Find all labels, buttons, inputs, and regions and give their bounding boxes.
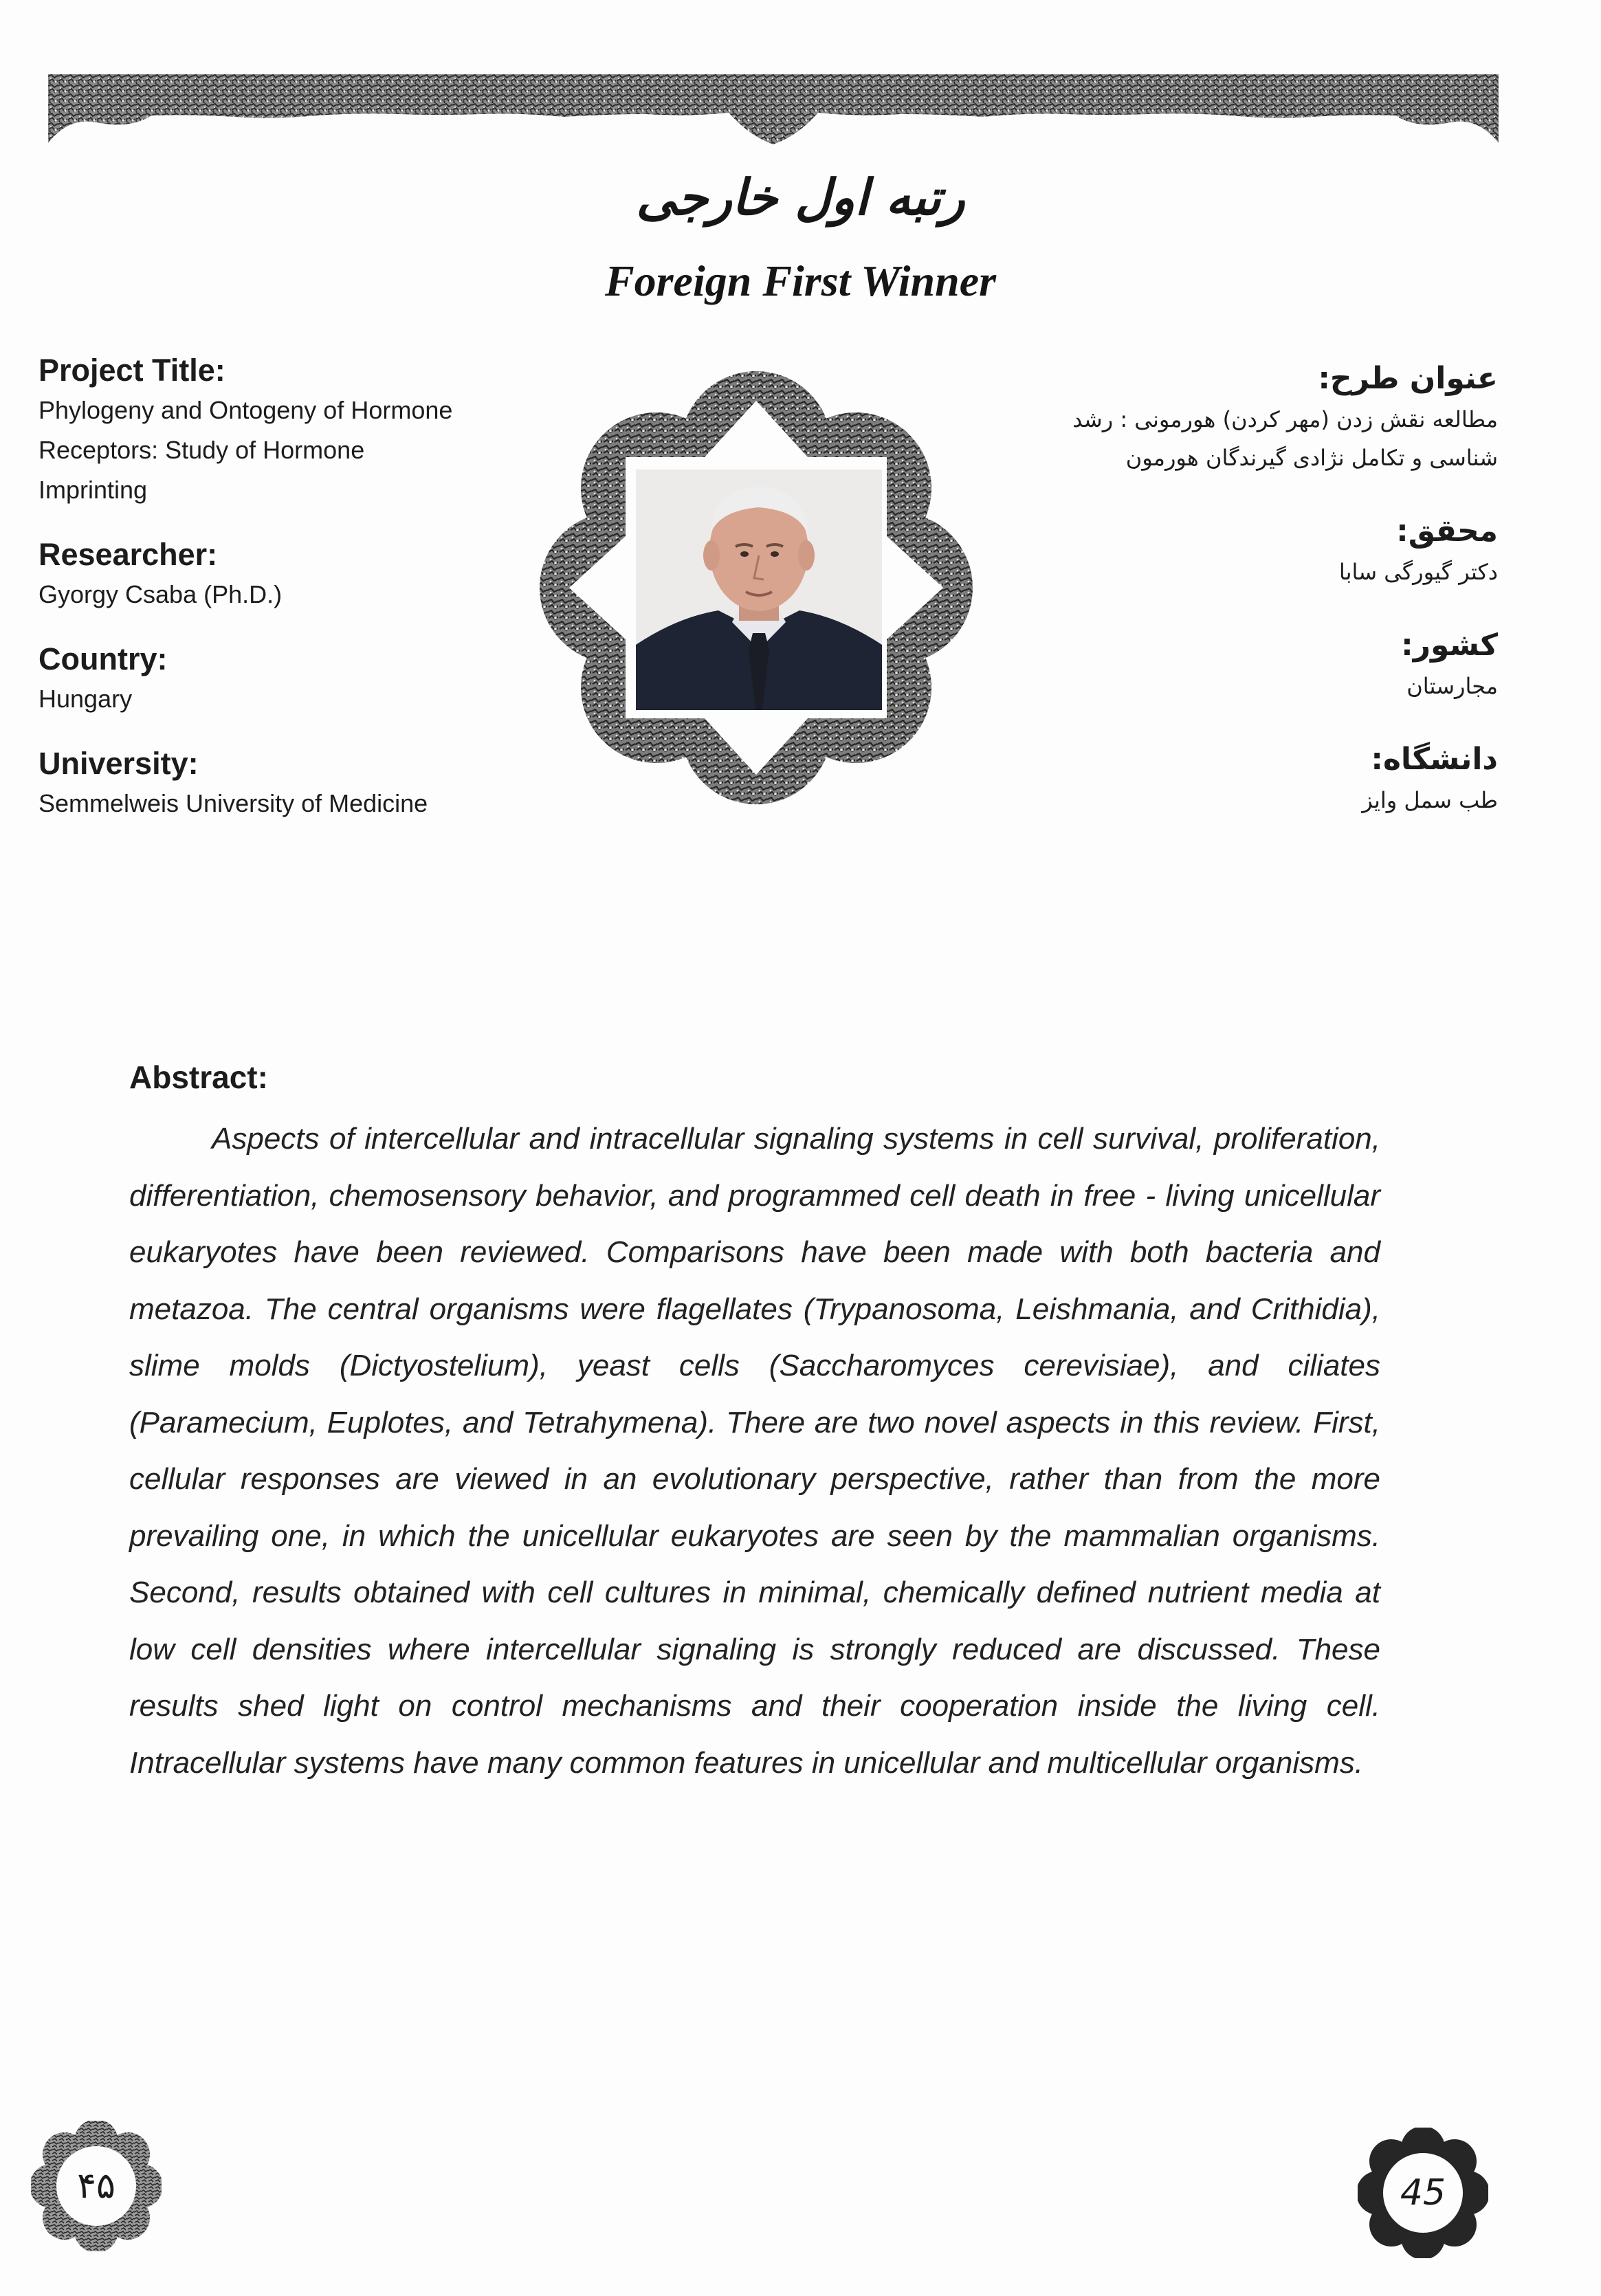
page-title-english: Foreign First Winner xyxy=(604,256,997,305)
abstract-label: Abstract: xyxy=(129,1059,268,1095)
country-block xyxy=(38,639,533,719)
project-title-line: Imprinting xyxy=(38,476,148,504)
abstract-section xyxy=(129,1059,1380,1791)
project-title-line: Receptors: Study of Hormone xyxy=(38,436,365,464)
country-label: Country: xyxy=(38,641,168,676)
researcher-block xyxy=(38,535,533,615)
project-title-block xyxy=(38,351,533,510)
winner-details-persian xyxy=(1003,357,1498,852)
country-block-fa xyxy=(1003,624,1498,705)
winner-details-english xyxy=(38,351,533,848)
university-label-fa: دانشگاه: xyxy=(1371,742,1498,777)
country-label-fa: کشور: xyxy=(1401,628,1498,663)
researcher-label-fa: محقق: xyxy=(1396,514,1498,549)
researcher-label: Researcher: xyxy=(38,537,218,572)
page-number-english-badge xyxy=(1358,2128,1488,2258)
portrait-image xyxy=(636,470,882,710)
abstract-text: Aspects of intercellular and intracellular signaling systems in cell survival, proliferation, differentiation, chemosensory behavior, and programmed cell death in free - living unicellular eukaryotes have been reviewed. Comparisons have been made with both bacteria and metazoa. The central organisms were flagellates (Trypanosoma, Leishmania, and Crithidia), slime molds (Dictyostelium), yeast cells (Saccharomyces cerevisiae), and ciliates (Paramecium, Euplotes, and Tetrahymena). There are two novel aspects in this review. First, cellular responses are viewed in an evolutionary perspective, rather than from the more prevailing one, in which the unicellular eukaryotes are seen by the mammalian organisms. Second, results obtained with cell cultures in minimal, chemically defined nutrient media at low cell densities where intercellular signaling is strongly reduced are discussed. These results shed light on control mechanisms and their cooperation inside the living cell. Intracellular systems have many common features in unicellular and multicellular organisms. xyxy=(129,1122,1380,1780)
page-number-english: 45 xyxy=(1400,2172,1446,2214)
decorative-banner xyxy=(48,74,1499,146)
university-block-fa xyxy=(1003,738,1498,819)
country-value: Hungary xyxy=(38,685,133,713)
researcher-name: Gyorgy Csaba (Ph.D.) xyxy=(38,580,283,608)
project-title-line-fa: شناسی و تکامل نژادی گیرندگان هورمون xyxy=(1125,445,1498,471)
university-block xyxy=(38,744,533,824)
page-number-persian-badge xyxy=(31,2121,162,2251)
page-title-persian: رتبه اول خارجی xyxy=(636,168,965,226)
researcher-name-fa: دکتر گیورگی سابا xyxy=(1338,559,1498,585)
project-title-line: Phylogeny and Ontogeny of Hormone xyxy=(38,396,453,424)
university-label: University: xyxy=(38,746,199,781)
country-value-fa: مجارستان xyxy=(1406,673,1498,699)
researcher-photo xyxy=(636,470,882,710)
project-title-line-fa: مطالعه نقش زدن (مهر کردن) هورمونی : رشد xyxy=(1072,406,1498,432)
university-value-fa: طب سمل وایز xyxy=(1362,787,1498,813)
researcher-block-fa xyxy=(1003,510,1498,591)
project-title-label-fa: عنوان طرح: xyxy=(1318,361,1498,396)
university-value: Semmelweis University of Medicine xyxy=(38,789,428,817)
project-title-block-fa xyxy=(1003,357,1498,477)
page-number-persian: ۴۵ xyxy=(77,2165,115,2207)
project-title-label: Project Title: xyxy=(38,353,225,388)
